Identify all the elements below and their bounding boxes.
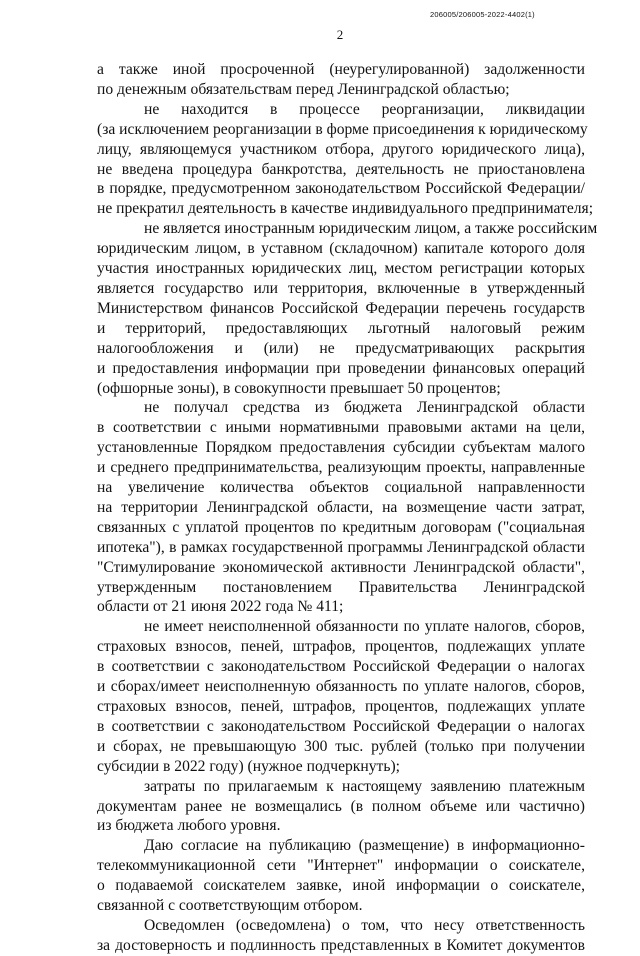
text-line: "Стимулирование экономической активности Ленинградской области", bbox=[97, 558, 585, 576]
text-line: утвержденным постановлением Правительства Ленинградской bbox=[97, 578, 585, 596]
text-line: налогообложения и (или) не предусматривающих раскрытия bbox=[97, 339, 585, 357]
text-line: и среднего предпринимательства, реализующим проекты, направленные bbox=[97, 459, 585, 477]
text-line: Даю согласие на публикацию (размещение) в информационно- bbox=[144, 837, 585, 855]
text-line: по денежным обязательствам перед Ленинградской областью; bbox=[97, 80, 510, 98]
text-line: и сборах, не превышающую 300 тыс. рублей (только при получении bbox=[97, 737, 585, 755]
text-line: в соответствии с законодательством Российской Федерации о налогах bbox=[97, 658, 585, 676]
text-line: телекоммуникационной сети "Интернет" информации о соискателе, bbox=[97, 857, 585, 875]
text-line: Осведомлен (осведомлена) о том, что несу ответственность bbox=[144, 916, 585, 934]
text-line: не имеет неисполненной обязанности по уплате налогов, сборов, bbox=[144, 618, 585, 636]
text-line: связанных с уплатой процентов по кредитным договорам ("социальная bbox=[97, 518, 585, 536]
text-line: документам ранее не возмещались (в полном объеме или частично) bbox=[97, 797, 585, 815]
text-line: юридическим лицом, в уставном (складочном) капитале которого доля bbox=[97, 240, 585, 258]
text-line: (за исключением реорганизации в форме присоединения к юридическому bbox=[97, 120, 588, 138]
text-line: области от 21 июня 2022 года № 411; bbox=[97, 598, 344, 616]
text-line: участия иностранных юридических лиц, местом регистрации которых bbox=[97, 260, 585, 278]
text-line: на территории Ленинградской области, на возмещение части затрат, bbox=[97, 498, 585, 516]
text-line: является государство или территория, включенные в утвержденный bbox=[97, 279, 585, 297]
text-line: затраты по прилагаемым к настоящему заявлению платежным bbox=[144, 777, 585, 795]
text-line: а также иной просроченной (неурегулированной) задолженности bbox=[97, 61, 585, 78]
text-line: страховых взносов, пеней, штрафов, процентов, подлежащих уплате bbox=[97, 698, 585, 715]
text-line: не является иностранным юридическим лицом, а также российским bbox=[144, 220, 598, 238]
text-line: не получал средства из бюджета Ленинградской области bbox=[144, 399, 585, 417]
document-body bbox=[97, 60, 598, 956]
text-line: о подаваемой соискателем заявке, иной информации о соискателе, bbox=[97, 877, 585, 895]
text-line: в соответствии с иными нормативными правовыми актами на цели, bbox=[97, 419, 585, 437]
text-line: в соответствии с законодательством Российской Федерации о налогах bbox=[97, 717, 585, 735]
page-number: 2 bbox=[336, 27, 344, 42]
text-line: субсидии в 2022 году) (нужное подчеркнуть); bbox=[97, 757, 400, 775]
text-line: и предоставления информации при проведении финансовых операций bbox=[97, 359, 585, 377]
text-line: установленные Порядком предоставления субсидии субъектам малого bbox=[97, 439, 585, 457]
text-line: из бюджета любого уровня. bbox=[97, 817, 281, 835]
text-line: не прекратил деятельность в качестве индивидуального предпринимателя; bbox=[97, 200, 594, 218]
text-line: связанной с соответствующим отбором. bbox=[97, 897, 363, 915]
text-line: ипотека"), в рамках государственной программы Ленинградской области bbox=[97, 538, 585, 556]
text-line: за достоверность и подлинность представленных в Комитет документов bbox=[97, 936, 585, 954]
text-line: лицу, являющемуся участником отбора, другого юридического лица), bbox=[97, 140, 585, 158]
text-line: не введена процедура банкротства, деятельность не приостановлена bbox=[97, 160, 585, 178]
text-line: в порядке, предусмотренном законодательством Российской Федерации/ bbox=[97, 180, 585, 198]
document-id: 206005/206005-2022-4402(1) bbox=[430, 10, 535, 19]
text-line: (офшорные зоны), в совокупности превышает 50 процентов; bbox=[97, 379, 501, 397]
text-line: и сборах/имеет неисполненную обязанность по уплате налогов, сборов, bbox=[97, 678, 585, 696]
text-line: Министерством финансов Российской Федерации перечень государств bbox=[97, 299, 585, 317]
text-line: на увеличение количества объектов социальной направленности bbox=[97, 479, 585, 497]
text-line: страховых взносов, пеней, штрафов, процентов, подлежащих уплате bbox=[97, 638, 585, 656]
text-line: не находится в процессе реорганизации, ликвидации bbox=[144, 100, 585, 118]
text-line: и территорий, предоставляющих льготный налоговый режим bbox=[97, 319, 585, 337]
